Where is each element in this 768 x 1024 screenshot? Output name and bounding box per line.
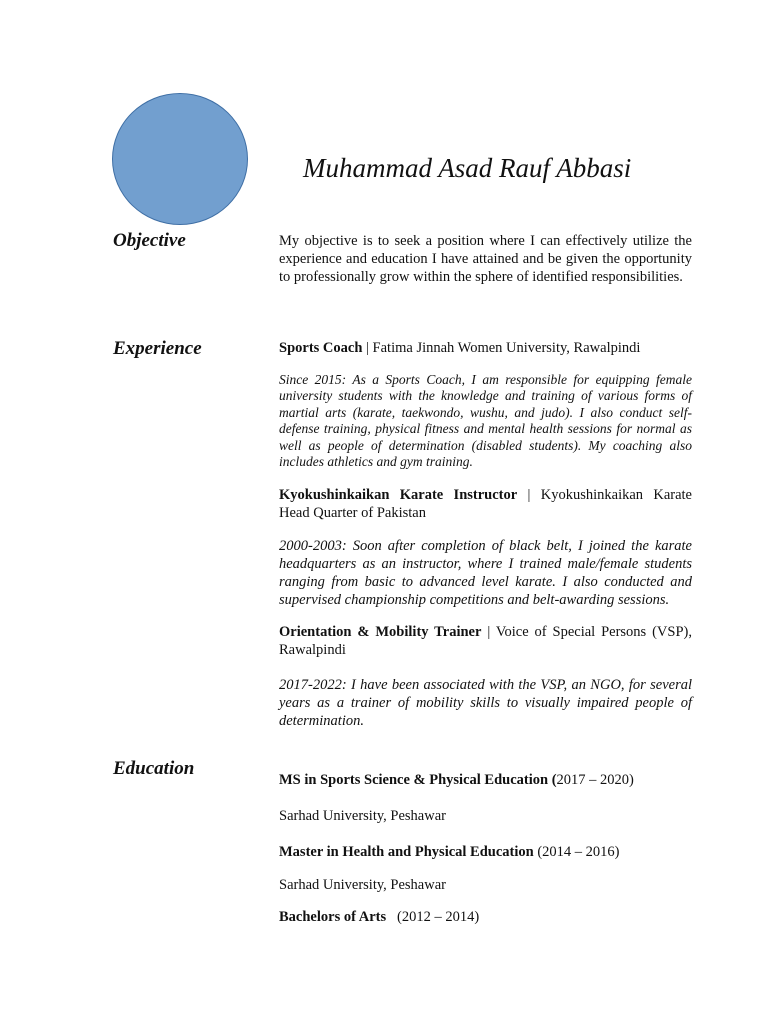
job-separator: | bbox=[517, 487, 541, 503]
degree-years: 2017 – 2020) bbox=[556, 772, 634, 788]
degree-line bbox=[279, 772, 634, 789]
job-description: 2017-2022: I have been associated with the VSP, an NGO, for several years as a trainer of mobility skills to visually impaired people of determination. bbox=[279, 677, 692, 729]
job-title: Sports Coach bbox=[279, 340, 363, 356]
objective-heading: Objective bbox=[113, 230, 186, 251]
degree-years: (2012 – 2014) bbox=[386, 909, 480, 925]
job-header bbox=[279, 339, 692, 357]
institution-name: Sarhad University, Peshawar bbox=[279, 877, 446, 893]
profile-photo-placeholder bbox=[112, 93, 248, 225]
job-organization: Voice of Special Persons (VSP), Rawalpindi bbox=[279, 624, 692, 658]
institution-name: Sarhad University, Peshawar bbox=[279, 808, 446, 824]
job-separator: | bbox=[481, 624, 496, 640]
objective-text: My objective is to seek a position where I can effectively utilize the experience and education I have attained and be given the opportunity to professionally grow within the sphere of identified responsibilities. bbox=[279, 233, 692, 285]
job-header bbox=[279, 623, 692, 659]
job-organization: Fatima Jinnah Women University, Rawalpindi bbox=[372, 340, 641, 356]
job-separator: | bbox=[362, 340, 373, 356]
degree-years: (2014 – 2016) bbox=[533, 844, 620, 860]
candidate-name: Muhammad Asad Rauf Abbasi bbox=[303, 153, 632, 183]
job-title: Orientation & Mobility Trainer bbox=[279, 624, 482, 640]
degree-name: Master in Health and Physical Education bbox=[279, 844, 534, 860]
job-organization: Kyokushinkaikan Karate Head Quarter of Pakistan bbox=[279, 487, 692, 521]
experience-heading: Experience bbox=[113, 338, 202, 359]
degree-name: Bachelors of Arts bbox=[279, 909, 387, 925]
degree-name: MS in Sports Science & Physical Education ( bbox=[279, 772, 557, 788]
job-header bbox=[279, 486, 692, 522]
degree-line bbox=[279, 844, 620, 861]
job-description: Since 2015: As a Sports Coach, I am responsible for equipping female university students with the knowledge and training of various forms of martial arts (karate, taekwondo, wushu, and judo). I also conduct self-defense training, physical fitness and mental health sessions for normal as well as people of determination (disabled students). My coaching also includes athletics and gym training. bbox=[279, 372, 692, 470]
degree-line bbox=[279, 909, 479, 926]
education-heading: Education bbox=[113, 758, 195, 779]
job-description: 2000-2003: Soon after completion of black belt, I joined the karate headquarters as an instructor, where I trained male/female students ranging from basic to advanced level karate. I also conducted and supervised championship competitions and belt-awarding sessions. bbox=[279, 538, 692, 608]
job-title: Kyokushinkaikan Karate Instructor bbox=[279, 487, 518, 503]
